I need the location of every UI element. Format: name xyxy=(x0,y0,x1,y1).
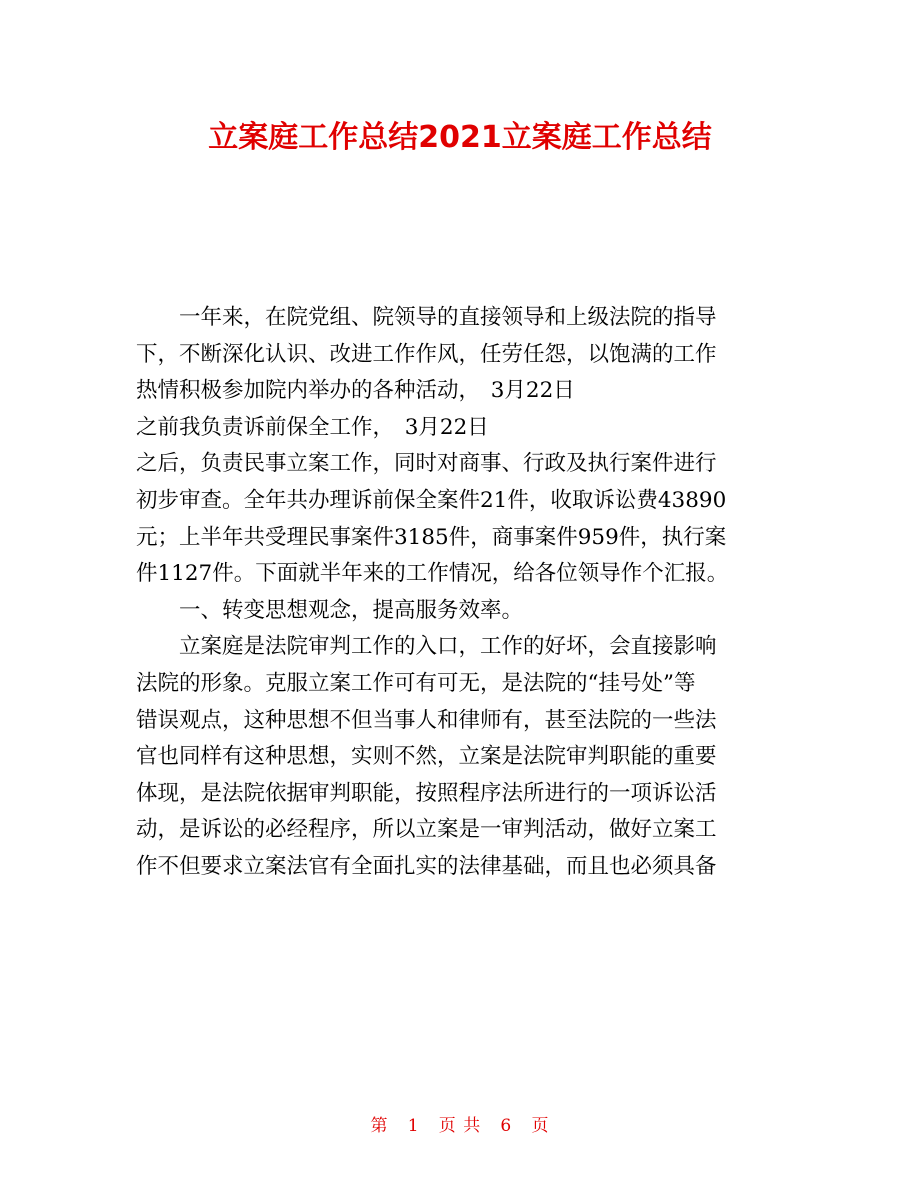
document-body xyxy=(136,300,786,886)
text-line: 体现，是法院依据审判职能，按照程序法所进行的一项诉讼活 xyxy=(136,780,717,806)
page-footer xyxy=(0,1112,920,1140)
body-paragraphs xyxy=(136,300,786,886)
text-line: 元；上半年共受理民事案件3185件，商事案件959件，执行案 xyxy=(136,524,727,550)
text-line: 之前我负责诉前保全工作， 3月22日 xyxy=(136,414,489,440)
text-line: 动，是诉讼的必经程序，所以立案是一审判活动，做好立案工 xyxy=(136,817,717,843)
text-line: 作不但要求立案法官有全面扎实的法律基础，而且也必须具备 xyxy=(136,853,717,879)
text-line: 立案庭是法院审判工作的入口，工作的好坏，会直接影响 xyxy=(179,634,717,660)
text-line: 一年来，在院党组、院领导的直接领导和上级法院的指导 xyxy=(179,305,717,330)
page-label-suffix: 页 xyxy=(531,1116,550,1136)
text-line: 热情积极参加院内举办的各种活动， 3月22日 xyxy=(136,378,575,404)
text-line: 法院的形象。克服立案工作可有可无，是法院的“挂号处”等 xyxy=(136,670,696,696)
page-label-prefix: 第 xyxy=(370,1116,389,1136)
total-pages-number: 6 xyxy=(500,1116,513,1136)
text-line: 下，不断深化认识、改进工作作风，任劳任怨，以饱满的工作 xyxy=(136,341,717,367)
page-title: 立案庭工作总结2021立案庭工作总结 xyxy=(208,120,712,155)
text-line: 错误观点，这种思想不但当事人和律师有，甚至法院的一些法 xyxy=(136,707,717,733)
text-line: 官也同样有这种思想，实则不然，立案是法院审判职能的重要 xyxy=(136,744,717,770)
current-page-number: 1 xyxy=(407,1116,420,1136)
text-line: 件1127件。下面就半年来的工作情况，给各位领导作个汇报。 xyxy=(136,561,729,587)
page-label-mid: 页 共 xyxy=(438,1116,482,1136)
text-line: 之后，负责民事立案工作，同时对商事、行政及执行案件进行 xyxy=(136,451,717,477)
text-line: 一、转变思想观念，提高服务效率。 xyxy=(179,597,524,623)
text-line: 初步审查。全年共办理诉前保全案件21件，收取诉讼费43890 xyxy=(136,487,727,513)
